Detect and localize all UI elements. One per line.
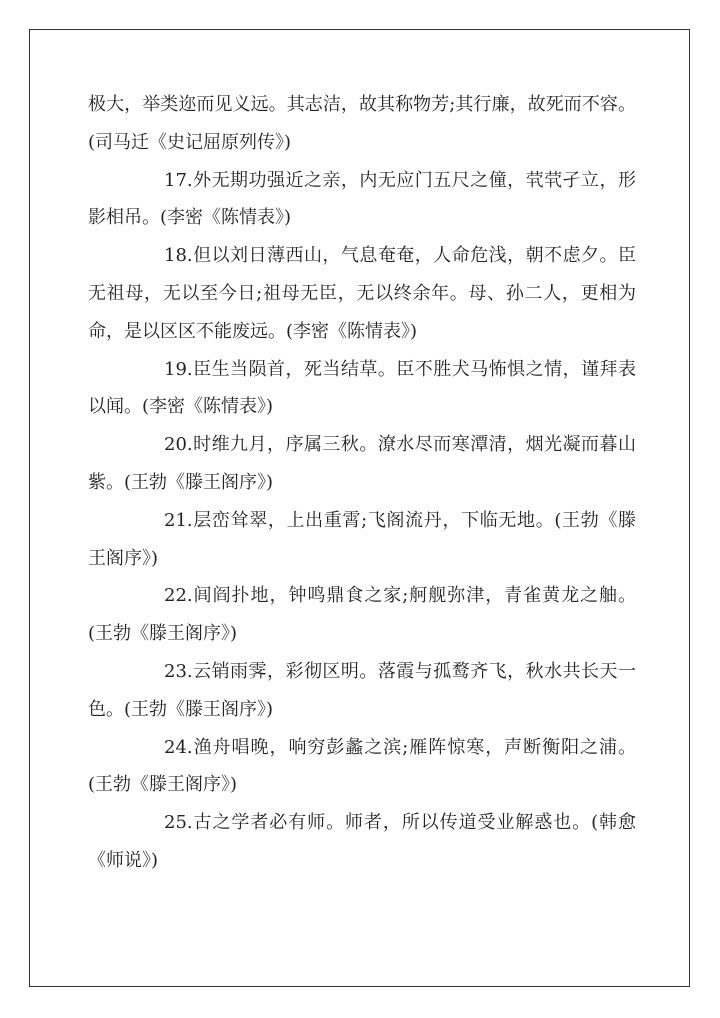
paragraph-19: 19.臣生当陨首，死当结草。臣不胜犬马怖惧之情，谨拜表以闻。(李密《陈情表》) xyxy=(88,358,636,418)
paragraph-24: 24.渔舟唱晚，响穷彭蠡之滨;雁阵惊寒，声断衡阳之浦。(王勃《滕王阁序》) xyxy=(88,736,636,796)
paragraph-20: 20.时维九月，序属三秋。潦水尽而寒潭清，烟光凝而暮山紫。(王勃《滕王阁序》) xyxy=(88,434,636,493)
paragraph-17: 17.外无期功强近之亲，内无应门五尺之僮，茕茕孑立，形影相吊。(李密《陈情表》) xyxy=(88,169,636,229)
paragraph-18: 18.但以刘日薄西山，气息奄奄，人命危浅，朝不虑夕。臣无祖母，无以至今日;祖母无臣，无以终余年。母、孙二人，更相为命，是以区区不能废远。(李密《陈情表》) xyxy=(88,245,636,342)
paragraph-21: 21.层峦耸翠，上出重霄;飞阁流丹，下临无地。(王勃《滕王阁序》) xyxy=(88,509,636,569)
document-body xyxy=(88,86,636,880)
paragraph-continuation: 极大，举类迩而见义远。其志洁，故其称物芳;其行廉，故死而不容。(司马迁《史记屈原列传》) xyxy=(88,94,636,153)
paragraph-25: 25.古之学者必有师。师者，所以传道受业解惑也。(韩愈《师说》) xyxy=(88,812,636,871)
paragraph-23: 23.云销雨霁，彩彻区明。落霞与孤鹜齐飞，秋水共长天一色。(王勃《滕王阁序》) xyxy=(88,660,636,720)
paragraph-22: 22.闾阎扑地，钟鸣鼎食之家;舸舰弥津，青雀黄龙之舳。(王勃《滕王阁序》) xyxy=(88,585,636,645)
